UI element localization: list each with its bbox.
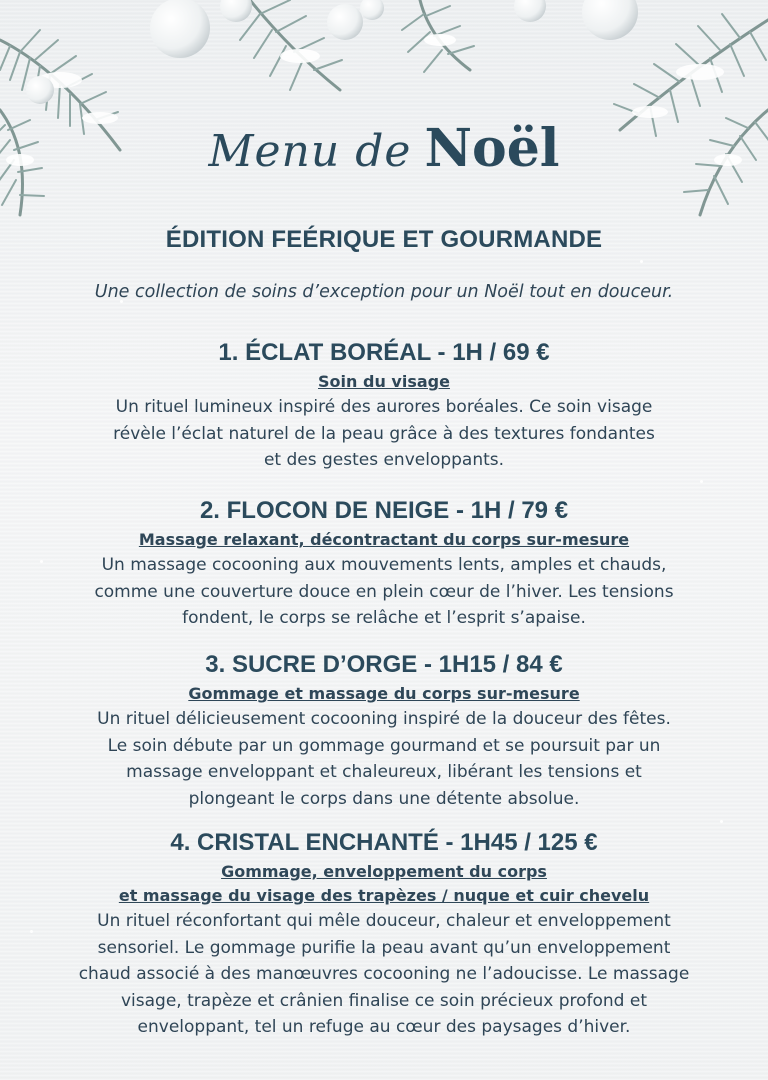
menu-item-title: 1. ÉCLAT BORÉAL - 1H / 69 € [218, 339, 550, 366]
title-bold: Noël [424, 118, 560, 179]
snow-dot [640, 260, 643, 263]
menu-item-4 [0, 826, 768, 1041]
menu-item-title: 4. CRISTAL ENCHANTÉ - 1H45 / 125 € [170, 829, 598, 856]
menu-item-subtitle: Gommage, enveloppement du corps [221, 862, 547, 881]
description-line: comme une couverture douce en plein cœur de l’hiver. Les tensions [94, 581, 674, 602]
description-line: plongeant le corps dans une détente absolue. [188, 788, 580, 809]
snow-dot [700, 480, 703, 483]
snow-dot [720, 820, 723, 823]
menu-item-subtitle: Soin du visage [318, 372, 450, 391]
menu-item-subtitle: Gommage et massage du corps sur-mesure [188, 684, 580, 703]
menu-item-1 [0, 336, 768, 474]
description-line: Un rituel lumineux inspiré des aurores boréales. Ce soin visage [115, 397, 653, 417]
description-line: fondent, le corps se relâche et l’esprit s’apaise. [182, 608, 586, 628]
description-line: chaud associé à des manœuvres cocooning ne l’adoucisse. Le massage [78, 964, 690, 984]
description-line: et des gestes enveloppants. [263, 450, 505, 470]
page-title [0, 118, 768, 179]
description-line: Un rituel réconfortant qui mêle douceur, chaleur et enveloppement [97, 911, 671, 931]
menu-item-2 [0, 494, 768, 632]
menu-item-title: 3. SUCRE D’ORGE - 1H15 / 84 € [205, 651, 563, 678]
description-line: Un rituel délicieusement cocooning inspiré de la douceur des fêtes. [97, 709, 671, 729]
description-line: Le soin débute par un gommage gourmand et se poursuit par un [107, 735, 661, 756]
description-line: enveloppant, tel un refuge au cœur des paysages d’hiver. [137, 1017, 631, 1037]
description-line: sensoriel. Le gommage purifie la peau avant qu’un enveloppement [97, 937, 671, 958]
description-line: visage, trapèze et crânien finalise ce soin précieux profond et [121, 990, 647, 1011]
intro-text: Une collection de soins d’exception pour un Noël tout en douceur. [94, 282, 674, 302]
pine-branches-decoration [0, 0, 768, 230]
menu-item-title: 2. FLOCON DE NEIGE - 1H / 79 € [199, 497, 569, 524]
menu-item-3 [0, 648, 768, 812]
edition-subtitle: ÉDITION FEÉRIQUE ET GOURMANDE [165, 226, 603, 253]
menu-item-subtitle: Massage relaxant, décontractant du corps sur-mesure [138, 530, 630, 549]
description-line: Un massage cocooning aux mouvements lents, amples et chauds, [101, 555, 667, 575]
description-line: massage enveloppant et chaleureux, libérant les tensions et [126, 762, 642, 782]
title-script: Menu de [208, 126, 412, 177]
description-line: révèle l’éclat naturel de la peau grâce à des textures fondantes [113, 423, 655, 444]
menu-item-subtitle: et massage du visage des trapèzes / nuque et cuir chevelu [118, 886, 650, 905]
